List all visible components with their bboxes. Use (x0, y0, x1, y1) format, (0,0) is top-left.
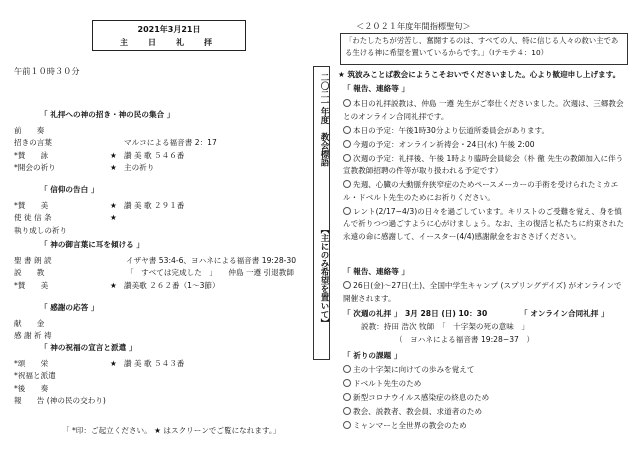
section-title: 「 信仰の告白 」 (40, 185, 99, 194)
verse-heading: ＜２０２１年度年間指標聖句＞ (356, 21, 471, 31)
order-item-label: *賛 美 (14, 280, 49, 290)
screen-star-icon: ★ (110, 163, 117, 173)
list-item-text: 今週の予定：オンライン祈祷会・24日(水) 午後 2:00 (353, 139, 535, 149)
list-item (343, 153, 627, 178)
list-item-text: 本日の礼拝説教は、仲島 一遵 先生がご奉仕くださいました。次週は、三郷教会とのオンライン合同礼拝です。 (343, 99, 624, 121)
list-item (343, 378, 627, 391)
next-week-sermon: 説教：持田 浩次 牧師 「 十字架の死の意味 」 (361, 322, 530, 331)
list-item-text: レント(2/17−4/3)の日々を過ごしています。キリストのご受難を覚え、身を慎んで祈りつつ過ごすように心がけましょう。なお、主の復活と私たちに約束された永遠の命に感謝して、イースター(4/4)感謝献金をおささげください。 (343, 206, 624, 241)
section-title: 「 感謝の応答 」 (40, 303, 99, 312)
list-item (343, 420, 627, 433)
motto-label: 二〇二一年度 教会標語 (319, 73, 329, 167)
list-item-text: 教会、説教者、教会員、求道者のため (353, 407, 483, 416)
screen-star-icon: ★ (110, 150, 117, 160)
order-item-label: 感 謝 祈 祷 (14, 331, 52, 341)
report-heading: 「 報告、連絡等 」 (343, 84, 410, 93)
order-item-detail: 讃美歌 ２６２番（1〜3節） (124, 280, 220, 290)
bullet-circle-icon (343, 421, 351, 429)
order-item-label: *後 奏 (14, 383, 49, 393)
next-week-date: 3月 28日 (日) 10：30 (405, 309, 488, 318)
list-item (343, 280, 627, 305)
list-item-text: 本日の予定：午後1時30分より伝道所委員会があります。 (353, 125, 550, 135)
bullet-circle-icon (343, 126, 351, 134)
report-heading-2: 「 報告、連絡等 」 (343, 267, 410, 276)
list-item (343, 139, 627, 152)
list-item-text: 26日(金)〜27日(土)、全国中学生キャンプ (スプリングデイズ) がオンラインで開催されます。 (343, 281, 622, 303)
screen-star-icon: ★ (110, 359, 117, 368)
list-item (343, 125, 627, 138)
bullet-circle-icon (343, 140, 351, 148)
verse-text: 「わたしたちが労苦し、奮闘するのは、すべての人、特に信じる人々の救い主である生ける神に希望を置いているからです。」（Ⅰテモテ４：10） (345, 36, 619, 57)
next-week-scripture: （ ヨハネによる福音書 19:28−37 ） (395, 335, 535, 344)
bullet-circle-icon (343, 154, 351, 162)
bullet-circle-icon (343, 99, 351, 107)
bullet-circle-icon (343, 379, 351, 387)
list-item (343, 179, 627, 204)
service-time: 午前１０時３０分 (14, 66, 80, 76)
list-item (343, 406, 627, 419)
order-item-label: 前 奏 (14, 126, 45, 135)
footnote: 「 *印：ご起立ください。 ★ はスクリーンでご覧になれます。」 (62, 426, 281, 435)
section-title: 「 神の祝福の宣言と派遣 」 (40, 343, 137, 352)
order-item-detail: 主の祈り (124, 163, 155, 173)
list-item (343, 392, 627, 405)
bullet-circle-icon (343, 207, 351, 215)
list-item-text: 先週、心臓の大動脈弁狭窄症のためペースメーカーの手術を受けられたミカエル・ドベルト先生のためにお祈りください。 (343, 180, 619, 202)
order-item-label: 使 徒 信 条 (14, 213, 52, 223)
bullet-circle-icon (343, 365, 351, 373)
screen-star-icon: ★ (110, 280, 117, 290)
order-item-detail: 讃 美 歌 ５４６番 (124, 150, 185, 160)
order-item-label: 執り成しの祈り (14, 225, 68, 235)
verse-box (340, 33, 628, 65)
order-item-label: 説 教 (14, 268, 45, 278)
list-item (343, 98, 627, 123)
bullet-circle-icon (343, 393, 351, 401)
order-item-detail: 讃 美 歌 ２９１番 (124, 201, 185, 210)
prayer-heading: 「 祈りの課題 」 (343, 351, 402, 360)
list-item-text: 次週の予定：礼拝後、午後 1時より臨時会員総会（朴 徹 先生の教師加入に伴う宣教教師招聘の件等が取り扱われる予定です） (343, 153, 624, 175)
list-item-text: 新型コロナウイルス感染症の終息のため (353, 393, 490, 402)
list-item-text: 主の十字架に向けての歩みを覚えて (353, 365, 475, 374)
order-item-label: 報 告 (神の民の交わり) (14, 396, 106, 406)
order-item-label: 聖 書 朗 読 (14, 256, 52, 265)
order-item-label: *賛 美 (14, 201, 49, 210)
order-item-label: *頌 栄 (14, 359, 49, 368)
order-item-label: *祝福と派遣 (14, 371, 56, 381)
welcome-message: ★ 筑波みことば教会にようこそおいでくださいました。心より歓迎申し上げます。 (338, 70, 621, 79)
order-item-label: 献 金 (14, 319, 45, 328)
next-week-heading: 「 次週の礼拝 」 (343, 309, 402, 318)
bullet-circle-icon (343, 180, 351, 188)
yearly-motto (313, 66, 330, 360)
bullet-circle-icon (343, 407, 351, 415)
section-title: 「 神の御言葉に耳を傾ける 」 (40, 240, 145, 249)
list-item-text: ミャンマーと全世界の教会のため (353, 421, 467, 430)
date-box (92, 20, 246, 51)
section-title: 「 礼拝への神の招き・神の民の集合 」 (40, 110, 175, 119)
screen-star-icon: ★ (110, 201, 117, 210)
order-item-detail: 「 すべては完成した 」 仲島 一遵 引退教師 (126, 268, 294, 278)
service-name: 主 日 礼 拝 (120, 38, 218, 47)
order-item-detail: 讃 美 歌 ５４３番 (124, 359, 185, 368)
screen-star-icon: ★ (110, 213, 117, 223)
order-item-detail: マルコによる福音書 2：17 (124, 138, 217, 148)
order-item-detail: イザヤ書 53:4-6、ヨハネによる福音書 19:28-30 (126, 256, 297, 265)
next-week-online: 「 オンライン合同礼拝 」 (520, 309, 609, 318)
list-item-text: ドベルト先生のため (353, 379, 422, 388)
order-item-label: 招きの言葉 (14, 138, 52, 148)
bullet-circle-icon (343, 281, 351, 289)
order-item-label: *開会の祈り (14, 163, 56, 173)
motto-text: 【主にのみ希望を置いて】 (319, 225, 329, 327)
order-item-label: *賛 詠 (14, 150, 49, 160)
list-item (343, 206, 627, 244)
list-item (343, 364, 627, 377)
service-date: 2021年3月21日 (137, 25, 201, 34)
